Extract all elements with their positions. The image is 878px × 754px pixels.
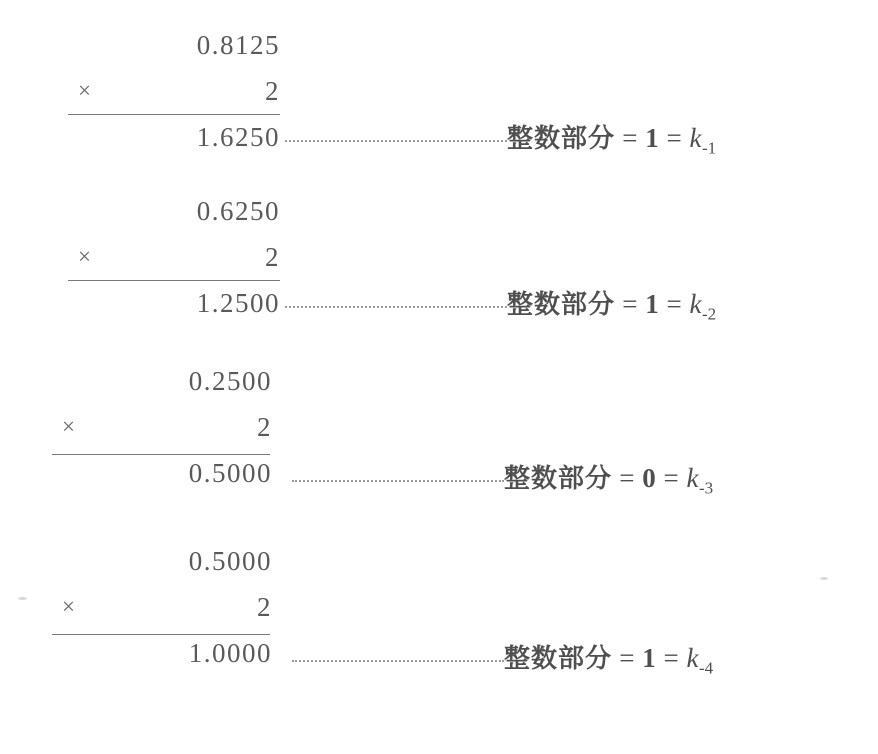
calculation-2 bbox=[60, 188, 280, 326]
operand-row-3 bbox=[52, 358, 272, 404]
operand-value: 0.8125 bbox=[196, 30, 280, 60]
product-row-2 bbox=[60, 280, 280, 326]
product-value: 0.5000 bbox=[188, 458, 272, 488]
multiplier-row-4 bbox=[52, 584, 272, 630]
annotation-bit: 1 bbox=[642, 643, 657, 673]
product-row-1 bbox=[60, 114, 280, 160]
operand-value: 0.6250 bbox=[196, 196, 280, 226]
calculation-3 bbox=[52, 358, 272, 496]
product-row-4 bbox=[52, 630, 272, 676]
operand-row-2 bbox=[60, 188, 280, 234]
annotation-label: 整数部分 bbox=[504, 464, 613, 494]
annotation-equals-2: = bbox=[663, 463, 680, 493]
multiply-icon: × bbox=[78, 78, 93, 103]
annotation-equals-2: = bbox=[666, 123, 683, 153]
multiplier-value: 2 bbox=[265, 76, 280, 106]
operand-value: 0.5000 bbox=[188, 546, 272, 576]
annotation-1 bbox=[507, 118, 716, 158]
product-value: 1.6250 bbox=[196, 122, 280, 152]
annotation-variable: k bbox=[689, 123, 702, 153]
multiplier-value: 2 bbox=[265, 242, 280, 272]
annotation-subscript: -3 bbox=[698, 478, 714, 498]
annotation-equals-1: = bbox=[622, 123, 638, 153]
multiplier-value: 2 bbox=[257, 592, 272, 622]
annotation-variable: k bbox=[686, 463, 699, 493]
annotation-equals-1: = bbox=[622, 289, 638, 319]
scan-speck bbox=[18, 597, 27, 600]
operand-row-1 bbox=[60, 22, 280, 68]
annotation-equals-1: = bbox=[619, 643, 635, 673]
annotation-bit: 0 bbox=[642, 463, 657, 493]
leader-line-2 bbox=[285, 306, 507, 309]
leader-line-1 bbox=[285, 140, 507, 143]
operand-row-4 bbox=[52, 538, 272, 584]
annotation-label: 整数部分 bbox=[504, 644, 613, 674]
product-row-3 bbox=[52, 450, 272, 496]
multiplier-row-2 bbox=[60, 234, 280, 280]
annotation-subscript: -4 bbox=[698, 658, 714, 678]
leader-line-4 bbox=[292, 660, 504, 663]
multiplier-value: 2 bbox=[257, 412, 272, 442]
annotation-subscript: -1 bbox=[701, 138, 717, 158]
calculation-1 bbox=[60, 22, 280, 160]
product-value: 1.2500 bbox=[196, 288, 280, 318]
annotation-bit: 1 bbox=[645, 289, 660, 319]
annotation-label: 整数部分 bbox=[507, 124, 616, 154]
annotation-label: 整数部分 bbox=[507, 290, 616, 320]
multiplier-row-1 bbox=[60, 68, 280, 114]
annotation-3 bbox=[504, 458, 713, 498]
annotation-variable: k bbox=[686, 643, 699, 673]
operand-value: 0.2500 bbox=[188, 366, 272, 396]
annotation-variable: k bbox=[689, 289, 702, 319]
multiplier-row-3 bbox=[52, 404, 272, 450]
annotation-equals-2: = bbox=[666, 289, 683, 319]
annotation-bit: 1 bbox=[645, 123, 660, 153]
product-value: 1.0000 bbox=[188, 638, 272, 668]
calculation-4 bbox=[52, 538, 272, 676]
annotation-2 bbox=[507, 284, 716, 324]
annotation-subscript: -2 bbox=[701, 304, 717, 324]
multiply-icon: × bbox=[78, 244, 93, 269]
leader-line-3 bbox=[292, 480, 504, 483]
multiply-icon: × bbox=[62, 594, 77, 619]
multiply-icon: × bbox=[62, 414, 77, 439]
annotation-equals-1: = bbox=[619, 463, 635, 493]
scan-speck bbox=[820, 577, 828, 580]
annotation-equals-2: = bbox=[663, 643, 680, 673]
annotation-4 bbox=[504, 638, 713, 678]
